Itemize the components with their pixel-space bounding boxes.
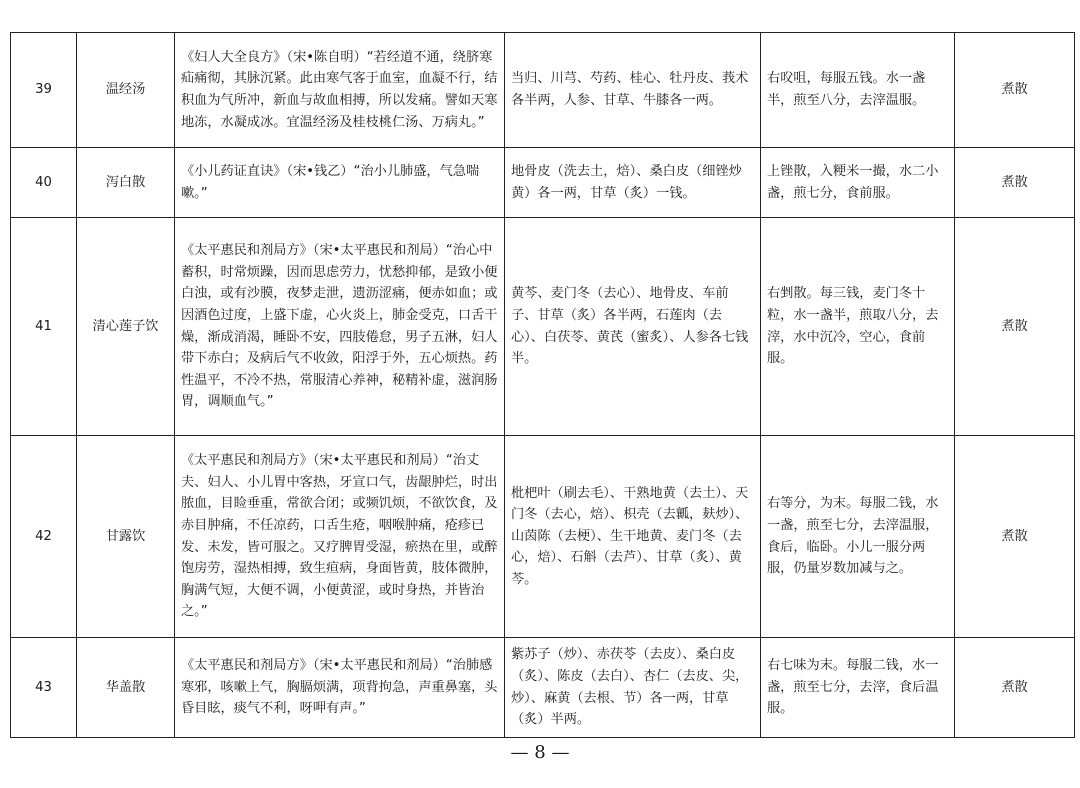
row-number: 43 <box>11 638 77 738</box>
source-text: 《太平惠民和剂局方》（宋•太平惠民和剂局）“治心中蓄积，时常烦躁，因而思虑劳力，忧愁抑郁，是致小便白浊，或有沙膜，夜梦走泄，遗沥涩痛，便赤如血；或因酒色过度，上盛下虚，心火炎上，肺金受克，口舌干燥，渐成消渴，睡卧不安，四肢倦怠，男子五淋，妇人带下赤白；及病后气不收敛，阳浮于外，五心烦热。药性温平，不冷不热，常服清心养神，秘精补虚，滋润肠胃，调顺血气。” <box>175 218 505 436</box>
formula-name: 泻白散 <box>77 148 175 218</box>
usage-text: 右七味为末。每服二钱，水一盏，煎至七分，去滓，食后温服。 <box>761 638 955 738</box>
usage-text: 右剉散。每三钱，麦门冬十粒，水一盏半，煎取八分，去滓，水中沉冷，空心，食前服。 <box>761 218 955 436</box>
dosage-form: 煮散 <box>955 436 1075 638</box>
source-text: 《太平惠民和剂局方》（宋•太平惠民和剂局）“治肺感寒邪，咳嗽上气，胸膈烦满，项背拘急，声重鼻塞，头昏目眩，痰气不利，呀呷有声。” <box>175 638 505 738</box>
usage-text: 右㕮咀，每服五钱。水一盏半，煎至八分，去滓温服。 <box>761 33 955 148</box>
usage-text: 右等分，为末。每服二钱，水一盏，煎至七分，去滓温服，食后，临卧。小儿一服分两服，仍量岁数加减与之。 <box>761 436 955 638</box>
ingredients-text: 黄芩、麦门冬（去心）、地骨皮、车前子、甘草（炙）各半两，石莲肉（去心）、白茯苓、黄芪（蜜炙）、人参各七钱半。 <box>505 218 761 436</box>
row-number: 39 <box>11 33 77 148</box>
formula-name: 甘露饮 <box>77 436 175 638</box>
formula-name: 华盖散 <box>77 638 175 738</box>
dosage-form: 煮散 <box>955 218 1075 436</box>
formula-name: 温经汤 <box>77 33 175 148</box>
ingredients-text: 紫苏子（炒）、赤茯苓（去皮）、桑白皮（炙）、陈皮（去白）、杏仁（去皮、尖，炒）、麻黄（去根、节）各一两，甘草（炙）半两。 <box>505 638 761 738</box>
table-row <box>11 436 1075 638</box>
table-row <box>11 33 1075 148</box>
row-number: 40 <box>11 148 77 218</box>
row-number: 41 <box>11 218 77 436</box>
dosage-form: 煮散 <box>955 33 1075 148</box>
source-text: 《小儿药证直诀》（宋•钱乙）“治小儿肺盛，气急喘嗽。” <box>175 148 505 218</box>
usage-text: 上锉散，入粳米一撮，水二小盏，煎七分，食前服。 <box>761 148 955 218</box>
source-text: 《太平惠民和剂局方》（宋•太平惠民和剂局）“治丈夫、妇人、小儿胃中客热，牙宣口气，齿龈肿烂，时出脓血，目睑垂重，常欲合闭；或频饥烦，不欲饮食，及赤目肿痛，不任凉药，口舌生疮，咽喉肿痛，疮疹已发、未发，皆可服之。又疗脾胃受湿，瘀热在里，或醉饱房劳，湿热相搏，致生疸病，身面皆黄，肢体微肿，胸满气短，大便不调，小便黄涩，或时身热，并皆治之。” <box>175 436 505 638</box>
ingredients-text: 地骨皮（洗去土，焙）、桑白皮（细锉炒黄）各一两，甘草（炙）一钱。 <box>505 148 761 218</box>
page-number: — 8 — <box>510 742 570 763</box>
table-row <box>11 638 1075 738</box>
source-text: 《妇人大全良方》（宋•陈自明）“若经道不通，绕脐寒疝痛彻，其脉沉紧。此由寒气客于血室，血凝不行，结积血为气所冲，新血与故血相搏，所以发痛。譬如天寒地冻，水凝成冰。宜温经汤及桂枝桃仁汤、万病丸。” <box>175 33 505 148</box>
dosage-form: 煮散 <box>955 638 1075 738</box>
ingredients-text: 当归、川芎、芍药、桂心、牡丹皮、莪术各半两，人参、甘草、牛膝各一两。 <box>505 33 761 148</box>
table-row <box>11 218 1075 436</box>
row-number: 42 <box>11 436 77 638</box>
table-row <box>11 148 1075 218</box>
ingredients-text: 枇杷叶（刷去毛）、干熟地黄（去土）、天门冬（去心，焙）、枳壳（去瓤，麸炒）、山茵陈（去梗）、生干地黄、麦门冬（去心，焙）、石斛（去芦）、甘草（炙）、黄芩。 <box>505 436 761 638</box>
dosage-form: 煮散 <box>955 148 1075 218</box>
formula-table <box>10 32 1075 738</box>
formula-name: 清心莲子饮 <box>77 218 175 436</box>
